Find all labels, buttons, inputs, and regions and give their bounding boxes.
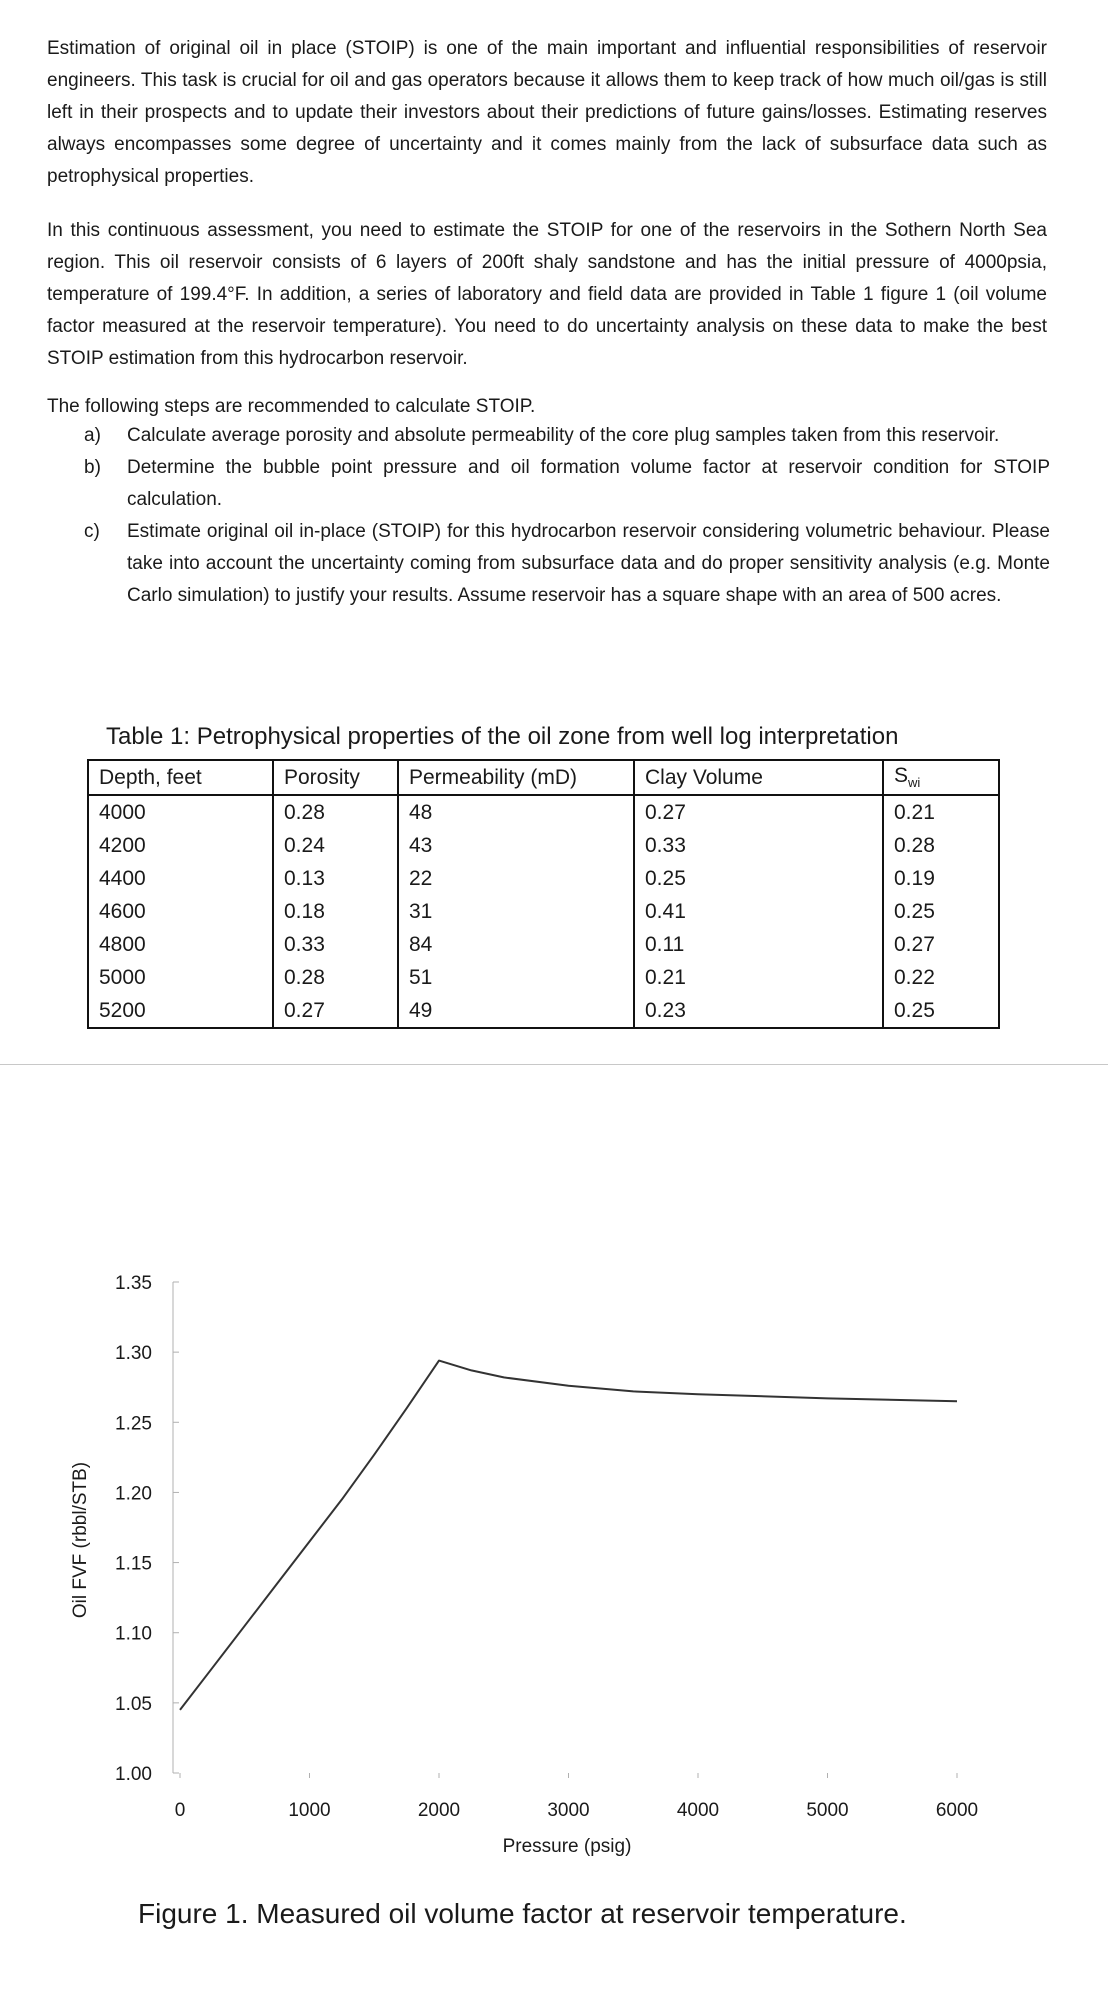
oil-fvf-chart <box>0 1240 1108 1880</box>
header-clay-volume: Clay Volume <box>634 760 883 795</box>
y-tick-label: 1.35 <box>115 1273 152 1294</box>
step-text: Estimate original oil in-place (STOIP) for this hydrocarbon reservoir considering volumetric behaviour. Please take into account the uncertainty coming from subsurface data and do proper sensitivity analysis (e.g. Monte Carlo simulation) to justify your results. Assume reservoir has a square shape with an area of 500 acres. <box>127 521 1050 606</box>
cell-permeability: 22 <box>398 862 634 895</box>
table-row <box>88 928 999 961</box>
x-tick-label: 6000 <box>935 1800 979 1821</box>
cell-clay: 0.23 <box>634 994 883 1028</box>
cell-permeability: 84 <box>398 928 634 961</box>
cell-swi: 0.19 <box>883 862 999 895</box>
step-b <box>84 452 1050 516</box>
cell-clay: 0.25 <box>634 862 883 895</box>
cell-swi: 0.25 <box>883 994 999 1028</box>
cell-permeability: 49 <box>398 994 634 1028</box>
cell-swi: 0.22 <box>883 961 999 994</box>
cell-porosity: 0.27 <box>273 994 398 1028</box>
x-tick-label: 2000 <box>417 1800 461 1821</box>
x-tick-label: 5000 <box>806 1800 849 1821</box>
step-c <box>84 516 1050 612</box>
y-tick-label: 1.10 <box>115 1623 152 1645</box>
cell-clay: 0.21 <box>634 961 883 994</box>
step-marker: b) <box>84 457 101 478</box>
assessment-paragraph: In this continuous assessment, you need to estimate the STOIP for one of the reservoirs in the Sothern North Sea region. This oil reservoir consists of 6 layers of 200ft shaly sandstone and has the initial pressure of 4000psia, temperature of 199.4°F. In addition, a series of laboratory and field data are provided in Table 1 figure 1 (oil volume factor measured at the reservoir temperature). You need to do uncertainty analysis on these data to make the best STOIP estimation from this hydrocarbon reservoir. <box>47 220 1047 369</box>
table-header-row <box>88 760 999 795</box>
cell-depth: 4800 <box>88 928 273 961</box>
series-line-oil-fvf <box>180 1361 957 1710</box>
header-swi <box>883 760 999 795</box>
step-text: Determine the bubble point pressure and oil formation volume factor at reservoir condition for STOIP calculation. <box>127 457 1050 510</box>
page-divider <box>0 1064 1108 1065</box>
cell-porosity: 0.28 <box>273 961 398 994</box>
figure-caption: Figure 1. Measured oil volume factor at reservoir temperature. <box>138 1898 907 1929</box>
steps-intro-paragraph: The following steps are recommended to calculate STOIP. <box>47 396 536 417</box>
cell-clay: 0.11 <box>634 928 883 961</box>
table-row <box>88 961 999 994</box>
cell-permeability: 51 <box>398 961 634 994</box>
y-tick-label: 1.20 <box>115 1483 152 1505</box>
step-a <box>84 420 1050 452</box>
cell-porosity: 0.33 <box>273 928 398 961</box>
cell-porosity: 0.18 <box>273 895 398 928</box>
petrophysical-table <box>87 759 1000 1029</box>
swi-subscript: wi <box>908 775 921 791</box>
y-axis-label: Oil FVF (rbbl/STB) <box>70 1461 91 1619</box>
table-row <box>88 895 999 928</box>
intro-paragraph: Estimation of original oil in place (STOIP) is one of the main important and influential responsibilities of reservoir engineers. This task is crucial for oil and gas operators because it allows them to keep track of how much oil/gas is still left in their prospects and to update their investors about their predictions of future gains/losses. Estimating reserves always encompasses some degree of uncertainty and it comes mainly from the lack of subsurface data such as petrophysical properties. <box>47 38 1047 187</box>
cell-porosity: 0.28 <box>273 795 398 829</box>
y-tick-label: 1.15 <box>115 1553 152 1575</box>
cell-permeability: 48 <box>398 795 634 829</box>
x-tick-label: 0 <box>174 1800 186 1821</box>
y-tick-label: 1.30 <box>115 1343 152 1365</box>
cell-depth: 4200 <box>88 829 273 862</box>
cell-porosity: 0.24 <box>273 829 398 862</box>
table-caption: Table 1: Petrophysical properties of the oil zone from well log interpretation <box>106 723 899 750</box>
y-tick-label: 1.00 <box>115 1764 152 1785</box>
y-tick-label: 1.05 <box>115 1693 152 1715</box>
cell-clay: 0.41 <box>634 895 883 928</box>
cell-permeability: 31 <box>398 895 634 928</box>
cell-depth: 4400 <box>88 862 273 895</box>
x-tick-label: 3000 <box>547 1800 590 1821</box>
table-row <box>88 994 999 1028</box>
cell-swi: 0.21 <box>883 795 999 829</box>
cell-porosity: 0.13 <box>273 862 398 895</box>
cell-clay: 0.27 <box>634 795 883 829</box>
cell-swi: 0.25 <box>883 895 999 928</box>
cell-permeability: 43 <box>398 829 634 862</box>
table-body <box>88 795 999 1028</box>
steps-list <box>84 420 1050 612</box>
cell-depth: 4000 <box>88 795 273 829</box>
cell-depth: 4600 <box>88 895 273 928</box>
swi-symbol: S <box>894 764 909 788</box>
step-marker: c) <box>84 521 100 542</box>
x-tick-label: 1000 <box>288 1800 331 1821</box>
cell-swi: 0.28 <box>883 829 999 862</box>
table-row <box>88 862 999 895</box>
header-depth: Depth, feet <box>88 760 273 795</box>
cell-swi: 0.27 <box>883 928 999 961</box>
cell-clay: 0.33 <box>634 829 883 862</box>
y-tick-label: 1.25 <box>115 1413 152 1435</box>
x-axis-label: Pressure (psig) <box>502 1836 632 1857</box>
x-tick-label: 4000 <box>676 1800 720 1821</box>
header-permeability: Permeability (mD) <box>398 760 634 795</box>
table-row <box>88 795 999 829</box>
cell-depth: 5000 <box>88 961 273 994</box>
header-porosity: Porosity <box>273 760 398 795</box>
step-text: Calculate average porosity and absolute permeability of the core plug samples taken from this reservoir. <box>127 425 1000 446</box>
step-marker: a) <box>84 425 101 446</box>
cell-depth: 5200 <box>88 994 273 1028</box>
table-row <box>88 829 999 862</box>
